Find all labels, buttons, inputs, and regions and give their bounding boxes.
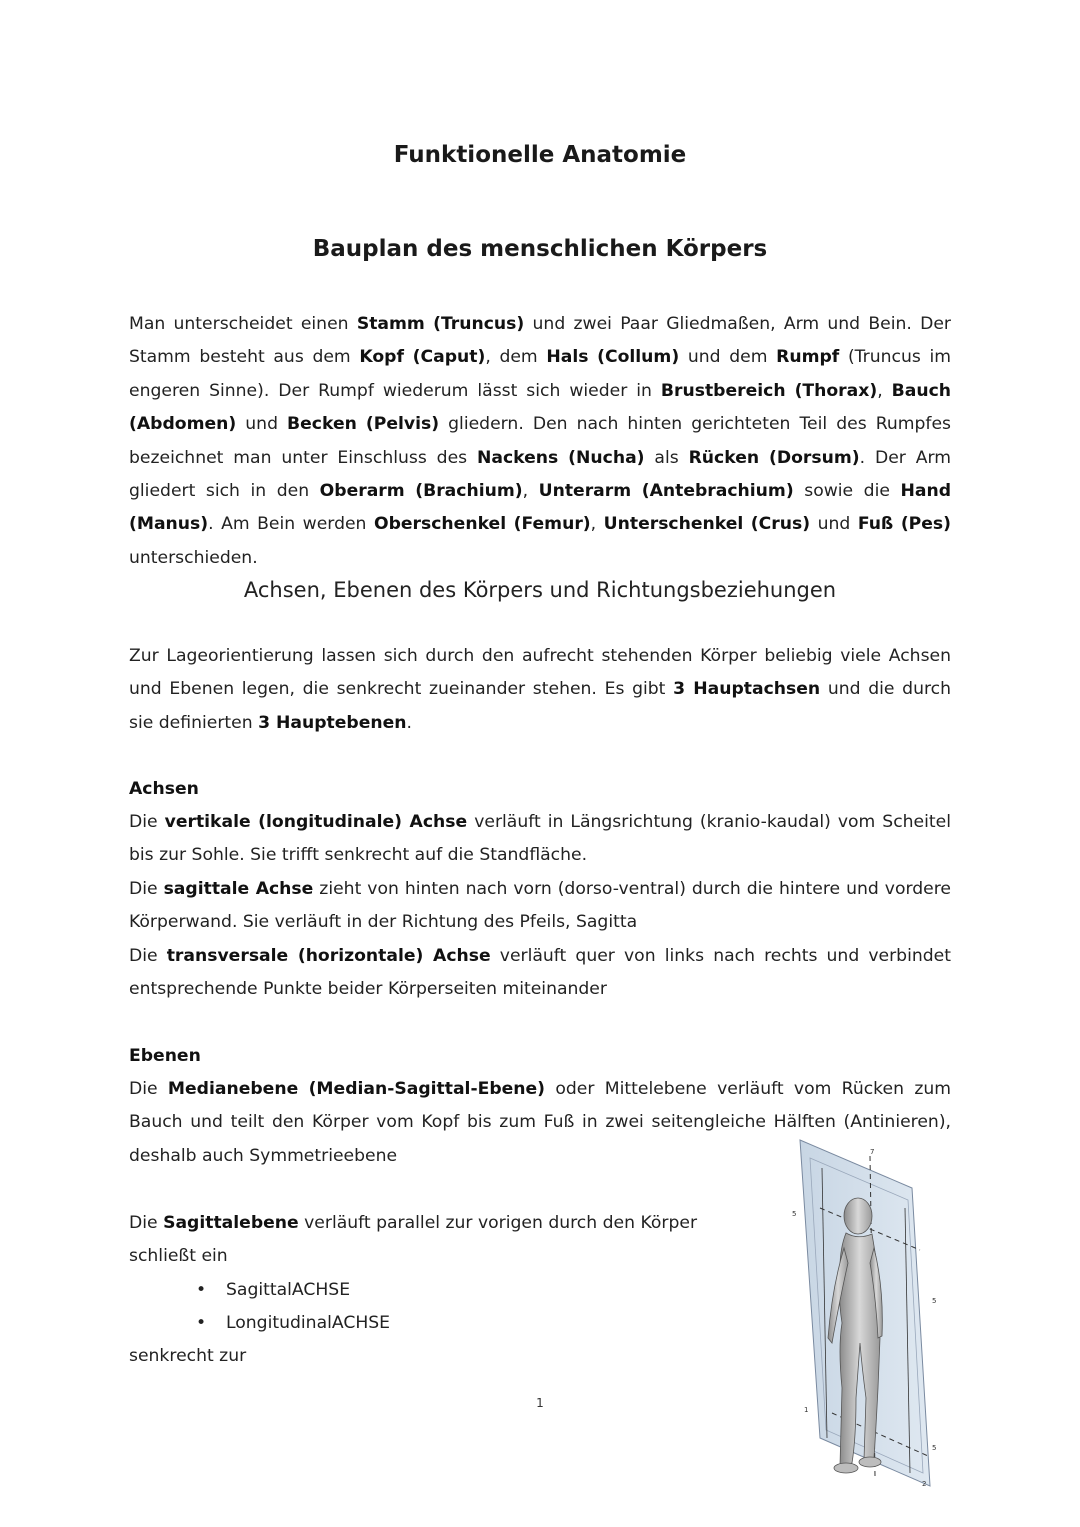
achsen-heading: Achsen xyxy=(129,779,199,799)
orientation-paragraph: Zur Lageorientierung lassen sich durch den aufrecht stehenden Körper beliebig viele Achsen und Ebenen legen, die senkrecht zueinander stehen. Es gibt 3 Hauptachsen und die durch sie definierten 3 Hauptebenen. xyxy=(129,646,951,733)
intro-paragraph: Man unterscheidet einen Stamm (Truncus) und zwei Paar Gliedmaßen, Arm und Bein. Der Stamm besteht aus dem Kopf (Caput), dem Hals (Collum) und dem Rumpf (Truncus im engeren Sinne). Der Rumpf wiederum lässt sich wieder in Brustbereich (Thorax), Bauch (Abdomen) und Becken (Pelvis) gliedern. Den nach hinten gerichteten Teil des Rumpfes bezeichnet man unter Einschluss des Nackens (Nucha) als Rücken (Dorsum). Der Arm gliedert sich in den Oberarm (Brachium), Unterarm (Antebrachium) sowie die Hand (Manus). Am Bein werden Oberschenkel (Femur), Unterschenkel (Crus) und Fuß (Pes) unterschieden. xyxy=(129,314,952,568)
body-planes-illustration xyxy=(780,1138,945,1500)
achsen-paragraph xyxy=(129,806,951,1006)
sagittal-plane-paragraph: Die Sagittalebene verläuft parallel zur vorigen durch den Körper schließt ein xyxy=(129,1213,698,1267)
senkrecht-text: senkrecht zur xyxy=(129,1346,247,1366)
section-heading: Achsen, Ebenen des Körpers und Richtungsbeziehungen xyxy=(243,578,837,602)
figure-label: 2 xyxy=(922,1480,927,1488)
figure-label: 1 xyxy=(804,1406,809,1414)
sagittal-axis-text: Die sagittale Achse zieht von hinten nach vorn (dorso-ventral) durch die hintere und vordere Körperwand. Sie verläuft in der Richtung des Pfeils, Sagitta xyxy=(129,878,951,933)
document-title: Funktionelle Anatomie xyxy=(393,142,687,168)
list-item: • SagittalACHSE xyxy=(196,1280,351,1300)
ebenen-heading: Ebenen xyxy=(129,1046,201,1066)
document-subtitle: Bauplan des menschlichen Körpers xyxy=(312,236,768,262)
figure-label: 5 xyxy=(932,1444,937,1452)
figure-label: 7 xyxy=(870,1148,875,1156)
page-number: 1 xyxy=(536,1396,544,1410)
median-plane-paragraph: Die Medianebene (Median-Sagittal-Ebene) oder Mittelebene verläuft vom Rücken zum Bauch und teilt den Körper vom Kopf bis zum Fuß in zwei seitengleiche Hälften (Antinieren), deshalb auch Symmetrieebene xyxy=(129,1079,951,1166)
transversal-axis-text: Die transversale (horizontale) Achse verläuft quer von links nach rechts und verbindet entsprechende Punkte beider Körperseiten miteinander xyxy=(129,945,951,1000)
figure-label: 5 xyxy=(792,1210,797,1218)
figure-label: 5 xyxy=(932,1297,937,1305)
bullet-list xyxy=(190,1274,390,1341)
vertical-axis-text: Die vertikale (longitudinale) Achse verläuft in Längsrichtung (kranio-kaudal) vom Scheitel bis zur Sohle. Sie trifft senkrecht auf die Standfläche. xyxy=(129,812,951,866)
list-item: • LongitudinalACHSE xyxy=(196,1313,391,1334)
